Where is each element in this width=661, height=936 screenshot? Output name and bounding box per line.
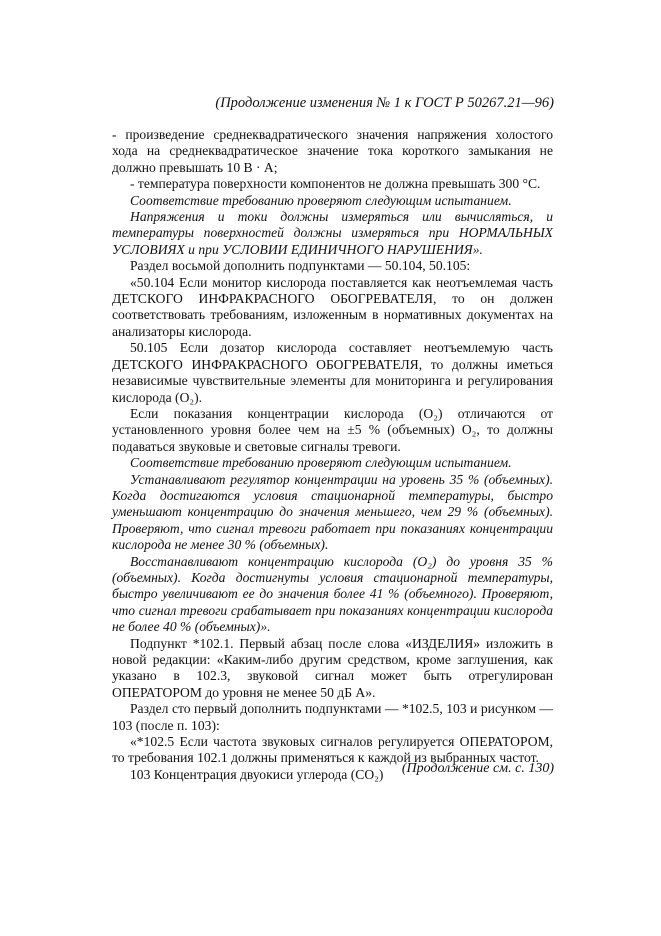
paragraph: «50.104 Если монитор кислорода поставляется как неотъемлемая часть ДЕТСКОГО ИНФРАКРАСНОГО ОБОГРЕВАТЕЛЯ, то он должен соответствовать требованиям, изложенным в нормативных документах на анализаторы кислорода. [112,274,553,339]
paragraph: - температура поверхности компонентов не должна превышать 300 °С. [130,176,541,192]
page-header: (Продолжение изменения № 1 к ГОСТ Р 50267.21—96) [215,95,554,111]
paragraph: Устанавливают регулятор концентрации на уровень 35 % (объемных). Когда достигаются условия стационарной температуры, быстро уменьшают концентрацию до значения меньшего, чем 29 % (объемных). Проверяют, что сигнал тревоги работает при показаниях концентрации кислорода не менее 30 % (объемных). [112,471,553,553]
paragraph: Соответствие требованию проверяют следующим испытанием. [130,192,512,208]
paragraph: Если показания концентрации кислорода (О₂) отличаются от установленного уровня более чем на ±5 % (объемных) О₂, то должны подаваться звуковые и световые сигналы тревоги. [112,405,553,454]
paragraph: Напряжения и токи должны измеряться или вычисляться, и температуры поверхностей должны измеряться при НОРМАЛЬНЫХ УСЛОВИЯХ и при УСЛОВИИ ЕДИНИЧНОГО НАРУШЕНИЯ». [112,209,553,257]
paragraph: Раздел сто первый дополнить подпунктами — *102.5, 103 и рисунком — 103 (после п. 103): [112,701,553,733]
paragraph: Соответствие требованию проверяют следующим испытанием. [130,455,512,471]
paragraph: 50.105 Если дозатор кислорода составляет неотъемлемую часть ДЕТСКОГО ИНФРАКРАСНОГО ОБОГРЕВАТЕЛЯ, то должны иметься независимые чувствительные элементы для мониторинга и регулирования кислорода (О₂). [112,340,553,405]
body-text [112,127,553,783]
paragraph: 103 Концентрация двуокиси углерода (СО₂) [130,766,384,782]
paragraph: - произведение среднеквадратического значения напряжения холостого хода на среднеквадратическое значение тока короткого замыкания не должно превышать 10 В · А; [112,127,553,175]
paragraph: Раздел восьмой дополнить подпунктами — 50.104, 50.105: [130,258,471,274]
page-footer: (Продолжение см. с. 130) [401,761,554,776]
paragraph: «*102.5 Если частота звуковых сигналов регулируется ОПЕРАТОРОМ, то требования 102.1 должны применяться к каждой из выбранных частот. [112,734,553,766]
paragraph: Подпункт *102.1. Первый абзац после слова «ИЗДЕЛИЯ» изложить в новой редакции: «Каким-либо другим средством, кроме заглушения, как указано в 102.3, звуковой сигнал может быть отрегулирован ОПЕРАТОРОМ до уровня не менее 50 дБ А». [112,635,553,700]
paragraph: Восстанавливают концентрацию кислорода (О₂) до уровня 35 % (объемных). Когда достигнуты условия стационарной температуры, быстро увеличивают ее до значения более 41 % (объемного). Проверяют, что сигнал тревоги срабатывает при показаниях концентрации кислорода не более 40 % (объемных)». [112,553,553,635]
